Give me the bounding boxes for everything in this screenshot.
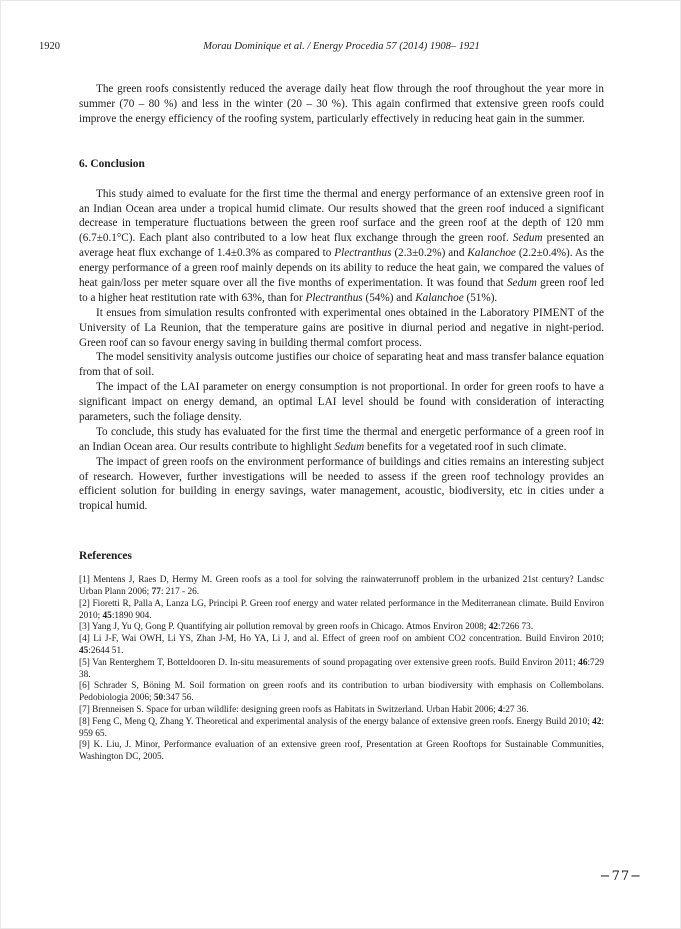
- reference-item: [4] Li J-F, Wai OWH, Li YS, Zhan J-M, Ho YA, Li J, and al. Effect of green roof on ambient CO2 concentration. Build Environ 2010; 45:2644 51.: [79, 634, 604, 657]
- paragraph-intro: The green roofs consistently reduced the average daily heat flow through the roof throughout the year more in summer (70 – 80 %) and less in the winter (20 – 30 %). This again confirmed that extensive green roofs could improve the energy efficiency of the roofing system, particularly effectively in reducing heat gain in the summer.: [79, 83, 604, 125]
- running-title: Morau Dominique et al. / Energy Procedia 57 (2014) 1908– 1921: [203, 41, 480, 52]
- reference-item: [6] Schrader S, Böning M. Soil formation on green roofs and its contribution to urban biodiversity with emphasis on Collembolans. Pedobiologia 2006; 50:347 56.: [79, 681, 604, 704]
- reference-item: [9] K. Liu, J. Minor, Performance evaluation of an extensive green roof, Presentation at Green Rooftops for Sustainable Communities, Washington DC, 2005.: [79, 740, 604, 763]
- references-list: [79, 575, 604, 764]
- footer-page-number: −77−: [599, 869, 642, 884]
- conclusion-paragraph-5: To conclude, this study has evaluated for the first time the thermal and energetic performance of a green roof in an Indian Ocean area. Our results contribute to highlight Sedum benefits for a vegetated roof in such climate.: [79, 425, 604, 453]
- conclusion-paragraph-2: It ensues from simulation results confronted with experimental ones obtained in the Laboratory PIMENT of the University of La Reunion, that the temperature gains are positive in diurnal period and negative in night-period. Green roof can so favour energy saving in building thermal comfort process.: [79, 306, 604, 349]
- conclusion-paragraph-3: The model sensitivity analysis outcome justifies our choice of separating heat and mass transfer balance equation from that of soil.: [79, 351, 604, 379]
- section-heading-conclusion: 6. Conclusion: [79, 157, 145, 170]
- page-content: [79, 82, 604, 764]
- conclusion-paragraph-4: The impact of the LAI parameter on energy consumption is not proportional. In order for green roofs to have a significant impact on energy demand, an optimal LAI level should be found with consideration of interacting parameters, such the foliage density.: [79, 381, 604, 424]
- page-footer: [600, 869, 642, 884]
- header-page-number: 1920: [39, 41, 60, 52]
- reference-item: [7] Brenneisen S. Space for urban wildlife: designing green roofs as Habitats in Switzerland. Urban Habit 2006; 4:27 36.: [79, 705, 529, 716]
- reference-item: [2] Fioretti R, Palla A, Lanza LG, Principi P. Green roof energy and water related performance in the Mediterranean climate. Build Environ 2010; 45:1890 904.: [79, 598, 604, 621]
- reference-item: [8] Feng C, Meng Q, Zhang Y. Theoretical and experimental analysis of the energy balance of extensive green roofs. Energy Build 2010; 42: 959 65.: [79, 716, 604, 739]
- reference-item: [1] Mentens J, Raes D, Hermy M. Green roofs as a tool for solving the rainwaterrunoff problem in the urbanized 21st century? Landsc Urban Plann 2006; 77: 217 - 26.: [79, 575, 604, 598]
- section-heading-references: References: [79, 550, 132, 563]
- reference-item: [5] Van Renterghem T, Botteldooren D. In-situ measurements of sound propagating over extensive green roofs. Build Environ 2011; 46:729 38.: [79, 657, 604, 680]
- conclusion-paragraph-1: This study aimed to evaluate for the first time the thermal and energy performance of an extensive green roof in an Indian Ocean area under a tropical humid climate. Our results showed that the green roof induced a significant decrease in temperature fluctuations between the green roof surface and the green roof at the depth of 120 mm (6.7±0.1°C). Each plant also contributed to a low heat flux exchange through the green roof. Sedum presented an average heat flux exchange of 1.4±0.3% as compared to Plectranthus (2.3±0.2%) and Kalanchoe (2.2±0.4%). As the energy performance of a green roof mainly depends on its ability to reduce the heat gain, we compared the values of heat gain/loss per meter square over all the five months of experimentation. It was found that Sedum green roof led to a higher heat restitution rate with 63%, than for Plectranthus (54%) and Kalanchoe (51%).: [79, 187, 604, 304]
- reference-item: [3] Yang J, Yu Q, Gong P. Quantifying air pollution removal by green roofs in Chicago. Atmos Environ 2008; 42:7266 73.: [79, 622, 534, 633]
- page-header: [39, 41, 604, 55]
- conclusion-paragraph-6: The impact of green roofs on the environment performance of buildings and cities remains an interesting subject of research. However, further investigations will be needed to assess if the green roof technology provides an efficient solution for building in energy savings, water management, acoustic, biodiversity, etc in cities under a tropical humid.: [79, 455, 604, 513]
